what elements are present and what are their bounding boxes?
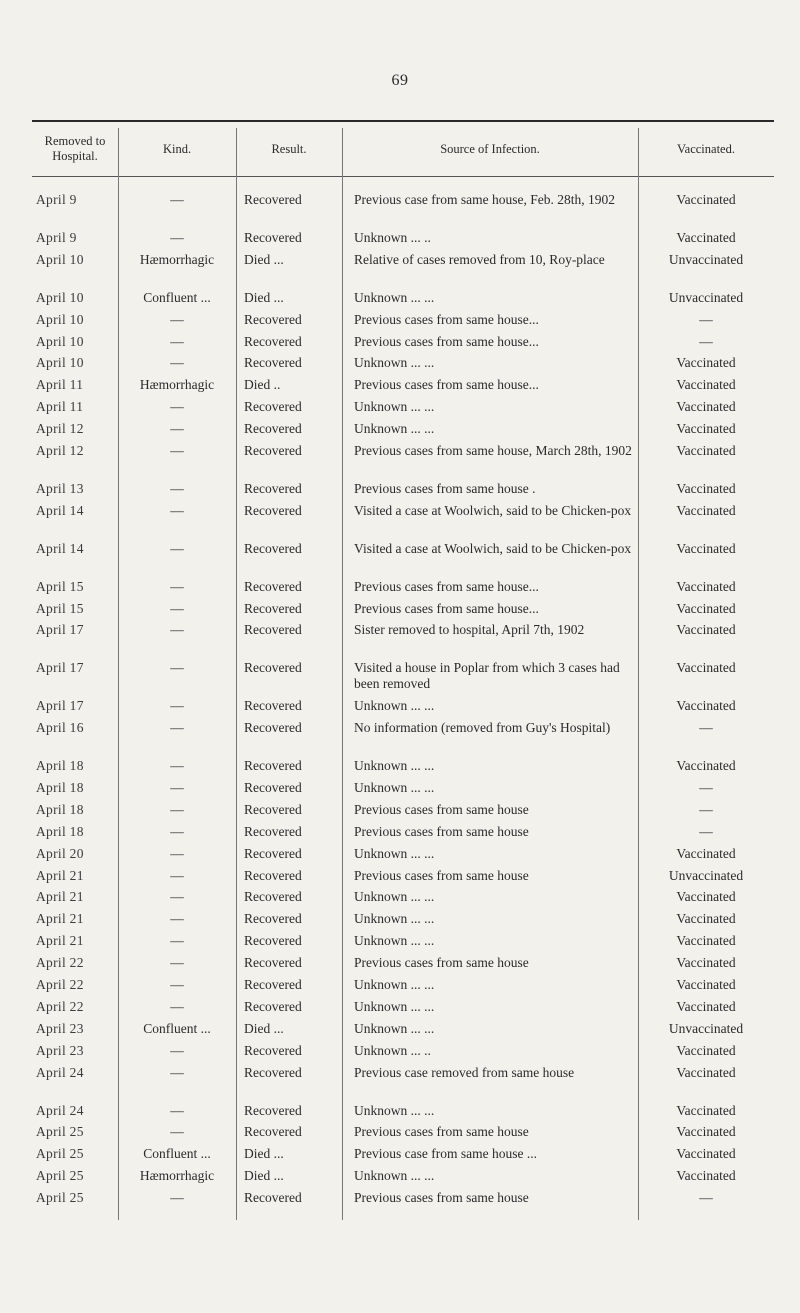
kind-cell: — [170,823,184,839]
source-of-infection-cell: Previous cases from same house [354,955,529,971]
result-cell: Died ... [244,1146,284,1162]
source-of-infection-cell: Previous cases from same house [354,1190,529,1206]
kind-cell: — [170,443,184,458]
vaccinated-cell: Vaccinated [676,698,736,714]
vaccinated-cell: Vaccinated [676,911,736,927]
table-row [32,846,774,862]
column-divider [236,128,237,1220]
table-row [32,868,774,884]
table-row [32,1021,774,1037]
result-cell: Recovered [244,801,302,817]
source-of-infection-cell: Unknown ... ... [354,998,435,1014]
header-kind: Kind. [162,141,192,156]
source-of-infection-cell: Previous cases from same house [354,801,529,817]
table-row [32,698,774,714]
removed-date-cell: April 21 [36,911,84,927]
source-of-infection-cell: Unknown ... ... [354,911,435,927]
result-cell: Recovered [244,540,302,556]
removed-date-cell: April 15 [36,600,84,616]
source-of-infection-cell: Unknown ... ... [354,1020,435,1036]
vaccinated-cell: Unvaccinated [668,289,744,305]
result-cell: Recovered [244,502,302,518]
source-of-infection-cell: Previous case removed from same house [354,1064,575,1080]
kind-cell: — [170,779,184,795]
removed-date-cell: April 22 [36,998,84,1014]
result-cell: Recovered [244,845,302,861]
removed-date-cell: April 11 [36,399,84,415]
result-cell: Recovered [244,1042,302,1058]
source-of-infection-cell: Unknown ... ... [354,399,435,415]
kind-cell: Hæmorrhagic [139,251,215,267]
source-of-infection-cell: Previous cases from same house . [354,480,536,496]
kind-cell: — [170,801,184,817]
vaccinated-cell: Vaccinated [676,1146,736,1162]
removed-date-cell: April 23 [36,1042,84,1058]
result-cell: Recovered [244,443,302,458]
source-of-infection-cell: Unknown ... ... [354,698,435,714]
kind-cell: — [170,502,184,518]
result-cell: Recovered [244,720,302,736]
result-cell: Recovered [244,1102,302,1118]
source-of-infection-cell: Previous cases from same house... [354,311,539,327]
result-cell: Recovered [244,889,302,905]
table-row [32,889,774,905]
vaccinated-cell: — [699,801,713,817]
vaccinated-cell: Vaccinated [676,660,736,676]
vaccinated-cell: — [699,720,713,736]
result-cell: Recovered [244,578,302,594]
source-of-infection-cell: Sister removed to hospital, April 7th, 1902 [354,622,585,638]
header-vaccinated: Vaccinated. [677,141,735,156]
result-cell: Died ... [244,289,284,305]
kind-cell: — [170,720,184,736]
vaccinated-cell: Vaccinated [676,1102,736,1118]
vaccinated-cell: Unvaccinated [668,867,744,883]
table-row [32,911,774,927]
kind-cell: — [170,229,184,245]
removed-date-cell: April 18 [36,801,84,817]
vaccinated-cell: Vaccinated [676,1168,736,1184]
removed-date-cell: April 24 [36,1064,84,1080]
result-cell: Recovered [244,1124,302,1140]
result-cell: Recovered [244,192,302,207]
source-of-infection-cell: Previous cases from same house... [354,377,539,393]
removed-date-cell: April 18 [36,758,84,773]
vaccinated-cell: Vaccinated [676,889,736,905]
vaccinated-cell: Vaccinated [676,540,736,556]
vaccinated-cell: Vaccinated [676,578,736,594]
header-removed-to-hospital: Removed to Hospital. [44,134,106,163]
kind-cell: Hæmorrhagic [139,377,215,393]
removed-date-cell: April 25 [36,1146,84,1162]
table-row [32,503,774,535]
table-row [32,780,774,796]
vaccinated-cell: Vaccinated [676,502,736,518]
result-cell: Recovered [244,311,302,327]
source-of-infection-cell: Unknown ... ... [354,889,435,905]
result-cell: Recovered [244,911,302,927]
result-cell: Recovered [244,933,302,949]
table-row [32,312,774,328]
table-row [32,622,774,654]
source-of-infection-cell: Relative of cases removed from 10, Roy-place [354,251,605,267]
removed-date-cell: April 25 [36,1190,84,1206]
vaccinated-cell: Vaccinated [676,355,736,371]
kind-cell: Hæmorrhagic [139,1168,215,1184]
result-cell: Recovered [244,998,302,1014]
table-row [32,192,774,224]
removed-date-cell: April 17 [36,622,84,638]
removed-date-cell: April 12 [36,443,84,458]
table-row [32,758,774,774]
result-cell: Died .. [244,377,281,393]
kind-cell: — [170,660,184,676]
vaccinated-cell: Vaccinated [676,1124,736,1140]
vaccinated-cell: Vaccinated [676,998,736,1014]
vaccinated-cell: Vaccinated [676,845,736,861]
source-of-infection-cell: Visited a house in Poplar from which 3 cases had been removed [354,660,620,692]
source-of-infection-cell: Previous case from same house ... [354,1146,537,1162]
vaccinated-cell: Vaccinated [676,399,736,415]
vaccinated-cell: — [699,823,713,839]
removed-date-cell: April 18 [36,823,84,839]
result-cell: Recovered [244,229,302,245]
result-cell: Recovered [244,399,302,415]
vaccinated-cell: Vaccinated [676,933,736,949]
kind-cell: — [170,399,184,415]
source-of-infection-cell: Unknown ... ... [354,779,435,795]
table-row [32,955,774,971]
table-row [32,252,774,284]
result-cell: Recovered [244,867,302,883]
source-of-infection-cell: Unknown ... .. [354,1042,431,1058]
kind-cell: — [170,480,184,496]
removed-date-cell: April 12 [36,421,84,437]
source-of-infection-cell: Unknown ... ... [354,758,435,773]
table-row [32,421,774,437]
kind-cell: — [170,1042,184,1058]
table-row [32,1190,774,1206]
kind-cell: — [170,333,184,349]
result-cell: Died ... [244,1168,284,1184]
vaccinated-cell: Vaccinated [676,480,736,496]
table-row [32,720,774,752]
vaccinated-cell: — [699,779,713,795]
source-of-infection-cell: Previous case from same house, Feb. 28th, 1902 [354,192,615,207]
removed-date-cell: April 10 [36,311,84,327]
vaccinated-cell: Vaccinated [676,377,736,393]
kind-cell: — [170,355,184,371]
removed-date-cell: April 10 [36,289,84,305]
vaccinated-cell: Vaccinated [676,1064,736,1080]
kind-cell: — [170,889,184,905]
table-row [32,601,774,617]
removed-date-cell: April 21 [36,867,84,883]
table-row [32,977,774,993]
kind-cell: — [170,622,184,638]
removed-date-cell: April 20 [36,845,84,861]
result-cell: Recovered [244,977,302,992]
column-divider [118,128,119,1220]
removed-date-cell: April 10 [36,333,84,349]
kind-cell: — [170,845,184,861]
vaccinated-cell: Vaccinated [676,600,736,616]
result-cell: Recovered [244,779,302,795]
vaccinated-cell: Vaccinated [676,955,736,971]
kind-cell: — [170,1064,184,1080]
table-row [32,355,774,371]
kind-cell: — [170,192,184,207]
vaccinated-cell: Vaccinated [676,421,736,437]
removed-date-cell: April 22 [36,955,84,971]
page-number: 69 [391,72,409,89]
source-of-infection-cell: Previous cases from same house [354,1124,529,1140]
result-cell: Recovered [244,1190,302,1206]
header-bottom-rule [32,176,774,177]
vaccinated-cell: — [699,311,713,327]
vaccinated-cell: Vaccinated [676,229,736,245]
kind-cell: — [170,911,184,927]
table-row [32,933,774,949]
source-of-infection-cell: Previous cases from same house... [354,333,539,349]
source-of-infection-cell: Previous cases from same house... [354,600,539,616]
kind-cell: — [170,311,184,327]
table-row [32,579,774,595]
removed-date-cell: April 10 [36,355,84,371]
vaccinated-cell: Vaccinated [676,1042,736,1058]
removed-date-cell: April 16 [36,720,84,736]
source-of-infection-cell: Unknown ... .. [354,229,431,245]
kind-cell: — [170,698,184,714]
result-cell: Recovered [244,333,302,349]
vaccinated-cell: Unvaccinated [668,1020,744,1036]
result-cell: Recovered [244,355,302,371]
removed-date-cell: April 21 [36,933,84,949]
kind-cell: Confluent ... [143,289,211,305]
vaccinated-cell: — [699,1190,713,1206]
result-cell: Recovered [244,660,302,676]
kind-cell: — [170,578,184,594]
source-of-infection-cell: Unknown ... ... [354,845,435,861]
removed-date-cell: April 11 [36,377,84,393]
table-row [32,290,774,306]
source-of-infection-cell: Unknown ... ... [354,355,435,371]
removed-date-cell: April 25 [36,1124,84,1140]
result-cell: Recovered [244,600,302,616]
source-of-infection-cell: Unknown ... ... [354,1168,435,1184]
vaccinated-cell: Vaccinated [676,443,736,458]
table-row [32,802,774,818]
removed-date-cell: April 14 [36,540,84,556]
source-of-infection-cell: Previous cases from same house, March 28th, 1902 [354,443,632,458]
kind-cell: — [170,867,184,883]
removed-date-cell: April 23 [36,1020,84,1036]
removed-date-cell: April 10 [36,251,84,267]
removed-date-cell: April 17 [36,660,84,676]
source-of-infection-cell: Previous cases from same house... [354,578,539,594]
table-row [32,481,774,497]
table-row [32,334,774,350]
result-cell: Recovered [244,698,302,714]
source-of-infection-cell: Visited a case at Woolwich, said to be Chicken-pox [354,540,632,556]
result-cell: Recovered [244,955,302,971]
kind-cell: — [170,998,184,1014]
removed-date-cell: April 18 [36,779,84,795]
kind-cell: — [170,758,184,773]
source-of-infection-cell: Unknown ... ... [354,977,435,992]
table-row [32,443,774,475]
column-divider [342,128,343,1220]
result-cell: Died ... [244,1020,284,1036]
removed-date-cell: April 17 [36,698,84,714]
table-row [32,1146,774,1162]
removed-date-cell: April 13 [36,480,84,496]
kind-cell: — [170,1102,184,1118]
table-row [32,541,774,573]
kind-cell: Confluent ... [143,1020,211,1036]
kind-cell: — [170,933,184,949]
result-cell: Recovered [244,622,302,638]
result-cell: Recovered [244,823,302,839]
table-row [32,377,774,393]
vaccinated-cell: Vaccinated [676,192,736,207]
removed-date-cell: April 9 [36,229,77,245]
kind-cell: — [170,600,184,616]
source-of-infection-cell: Previous cases from same house [354,823,529,839]
source-of-infection-cell: Unknown ... ... [354,933,435,949]
column-divider [638,128,639,1220]
kind-cell: — [170,1190,184,1206]
result-cell: Died ... [244,251,284,267]
removed-date-cell: April 21 [36,889,84,905]
kind-cell: — [170,421,184,437]
header-source-of-infection: Source of Infection. [440,141,540,156]
kind-cell: — [170,977,184,992]
removed-date-cell: April 14 [36,502,84,518]
source-of-infection-cell: Unknown ... ... [354,289,435,305]
result-cell: Recovered [244,480,302,496]
table-row [32,1168,774,1184]
table-row [32,1043,774,1059]
table-row [32,1124,774,1140]
vaccinated-cell: Vaccinated [676,977,736,992]
result-cell: Recovered [244,421,302,437]
removed-date-cell: April 22 [36,977,84,992]
kind-cell: — [170,540,184,556]
removed-date-cell: April 15 [36,578,84,594]
vaccinated-cell: Unvaccinated [668,251,744,267]
removed-date-cell: April 24 [36,1102,84,1118]
source-of-infection-cell: Previous cases from same house [354,867,529,883]
table-row [32,1065,774,1097]
vaccinated-cell: Vaccinated [676,622,736,638]
kind-cell: — [170,1124,184,1140]
kind-cell: Confluent ... [143,1146,211,1162]
vaccinated-cell: Vaccinated [676,758,736,773]
removed-date-cell: April 25 [36,1168,84,1184]
result-cell: Recovered [244,758,302,773]
kind-cell: — [170,955,184,971]
table-row [32,999,774,1015]
vaccinated-cell: — [699,333,713,349]
header-result: Result. [271,141,307,156]
source-of-infection-cell: Unknown ... ... [354,1102,435,1118]
table-top-rule [32,120,774,122]
table-row [32,824,774,840]
removed-date-cell: April 9 [36,192,77,207]
table-row [32,230,774,246]
source-of-infection-cell: No information (removed from Guy's Hospital) [354,720,611,736]
source-of-infection-cell: Visited a case at Woolwich, said to be Chicken-pox [354,502,632,518]
result-cell: Recovered [244,1064,302,1080]
source-of-infection-cell: Unknown ... ... [354,421,435,437]
table-row [32,660,774,692]
table-row [32,399,774,415]
table-row [32,1103,774,1119]
